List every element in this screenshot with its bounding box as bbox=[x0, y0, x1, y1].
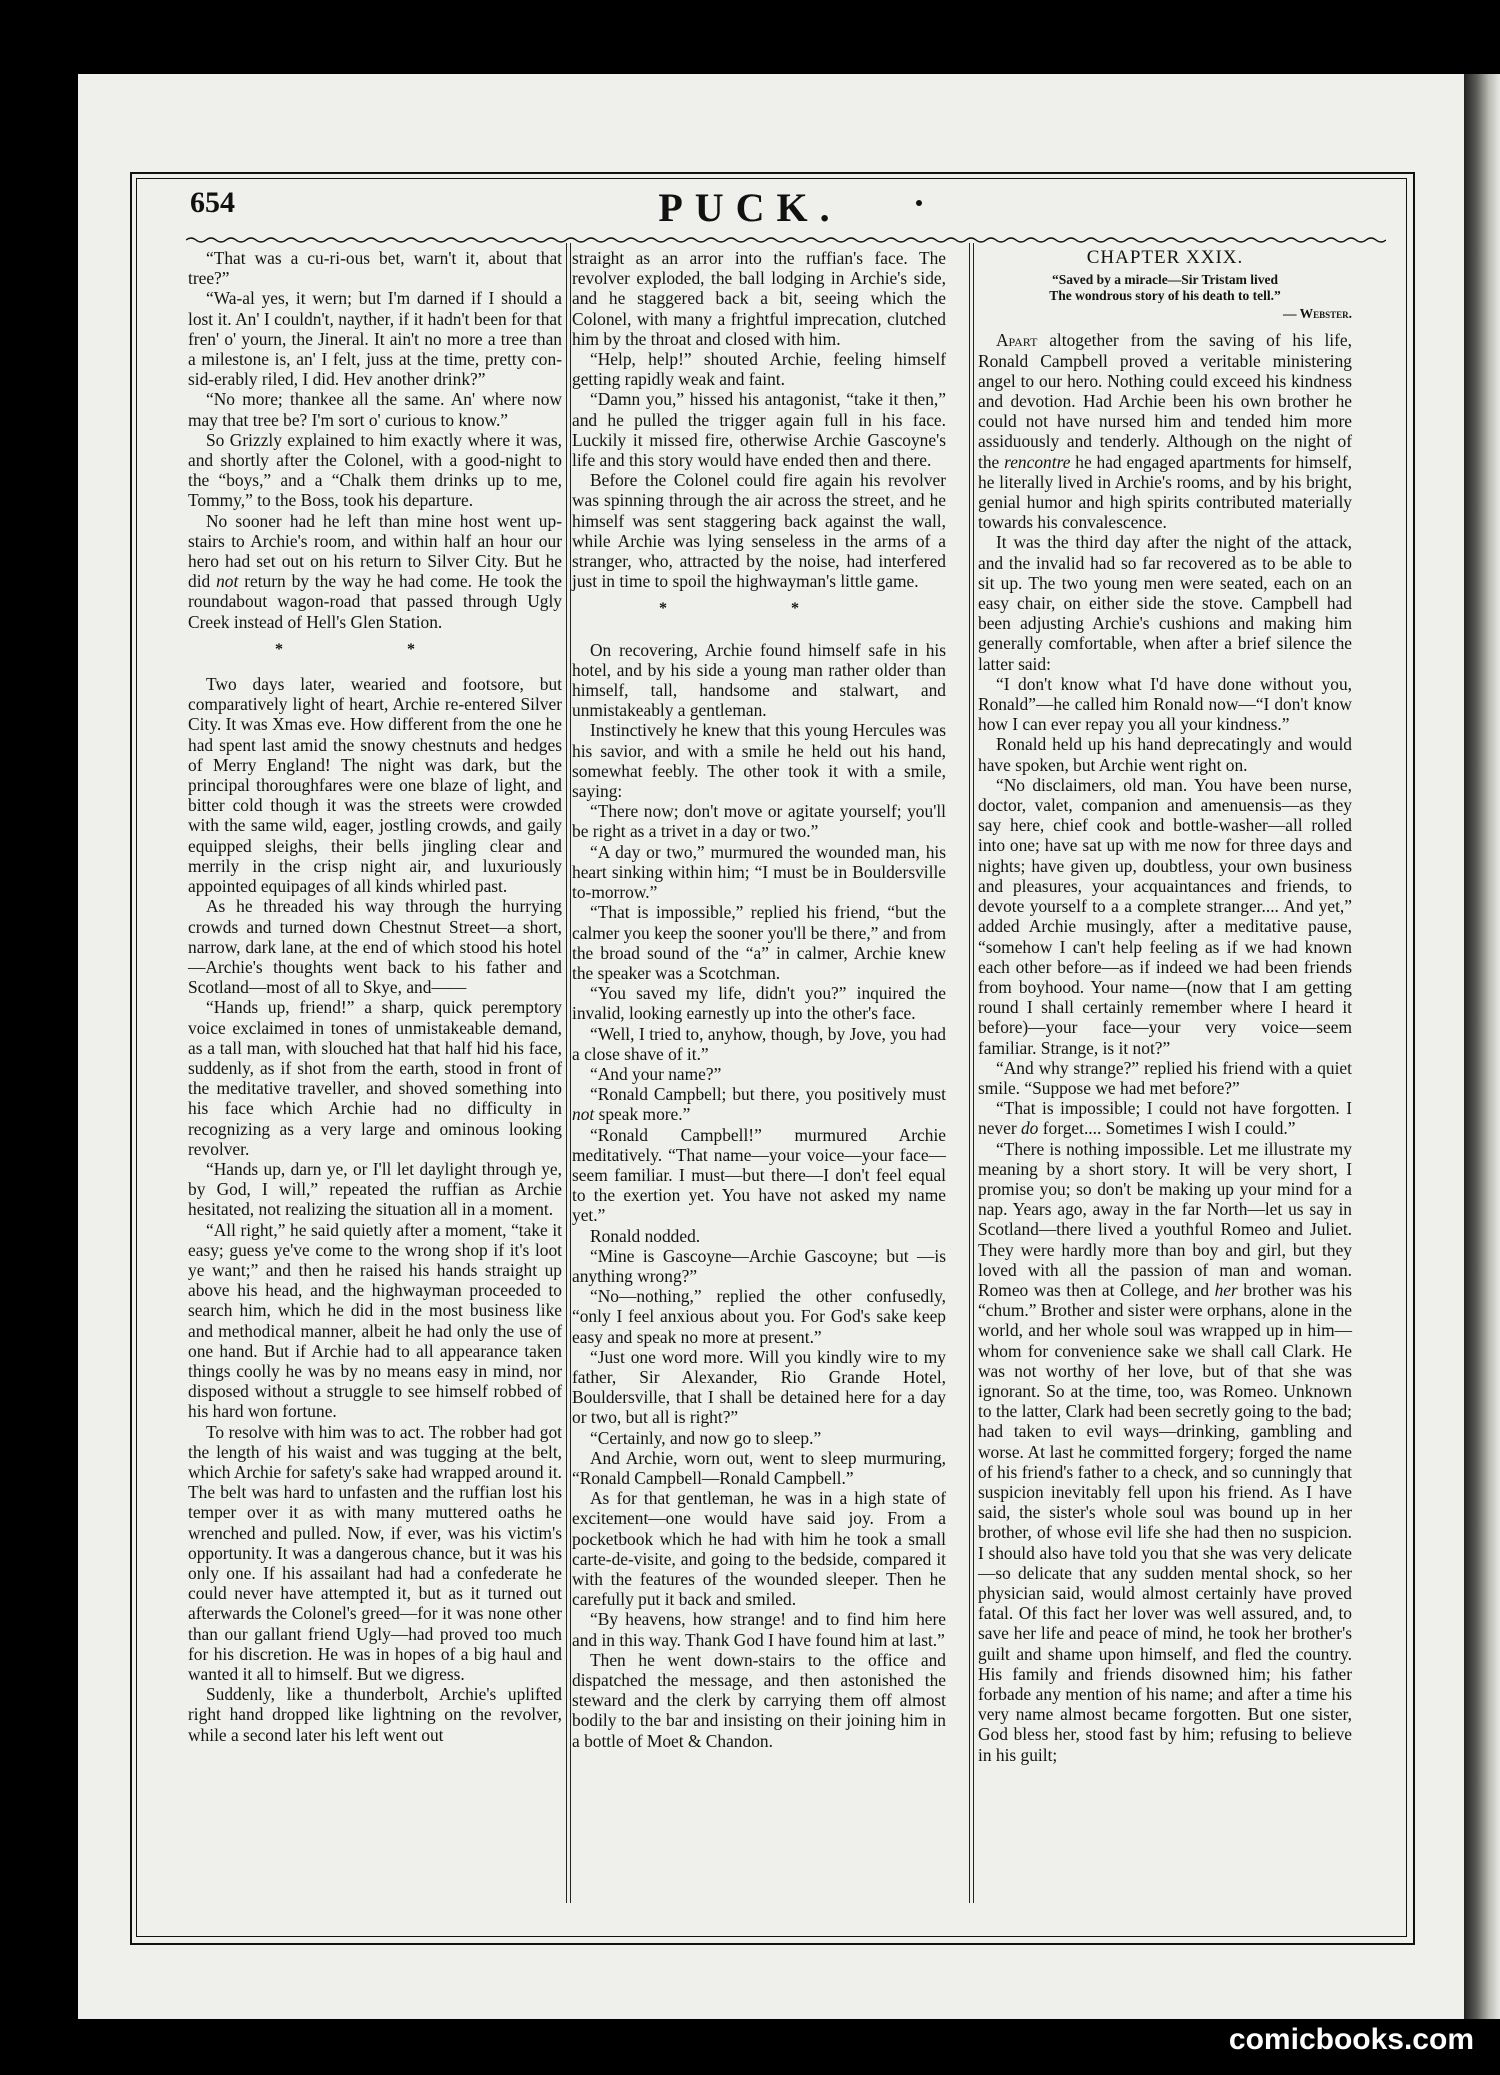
paragraph: “Hands up, darn ye, or I'll let daylight through ye, by God, I will,” repeated the ruffian as Archie hesitated, not realizing the situation all in a moment. bbox=[188, 1158, 562, 1220]
section-break-stars: * * bbox=[659, 600, 859, 618]
wavy-header-rule bbox=[186, 236, 1386, 244]
column-rule-1a bbox=[566, 243, 567, 1903]
paragraph: And Archie, worn out, went to sleep murmuring, “Ronald Campbell—Ronald Campbell.” bbox=[572, 1447, 946, 1488]
section-break-stars: * * bbox=[275, 640, 475, 658]
text-column-1 bbox=[188, 248, 562, 1745]
paragraph: On recovering, Archie found himself safe in his hotel, and by his side a young man rather older than himself, tall, handsome and stalwart, and unmistakeably a gentleman. bbox=[572, 639, 946, 721]
paragraph: “That is impossible; I could not have forgotten. I never do forget.... Sometimes I wish I could.” bbox=[978, 1098, 1352, 1139]
paragraph: “Well, I tried to, anyhow, though, by Jove, you had a close shave of it.” bbox=[572, 1023, 946, 1064]
page-number: 654 bbox=[190, 186, 235, 219]
paragraph: Ronald held up his hand deprecatingly and would have spoken, but Archie went right on. bbox=[978, 734, 1352, 775]
paragraph: “That was a cu-ri-ous bet, warn't it, about that tree?” bbox=[188, 248, 562, 289]
paragraph: “Ronald Campbell; but there, you positively must not speak more.” bbox=[572, 1084, 946, 1125]
epigraph-line-1: “Saved by a miracle—Sir Tristam lived bbox=[1051, 272, 1279, 288]
paragraph: “No more; thankee all the same. An' where now may that tree be? I'm sort o' curious to know.” bbox=[188, 389, 562, 430]
paragraph: “I don't know what I'd have done without you, Ronald”—he called him Ronald now—“I don't know how I can ever repay you all your kindness.” bbox=[978, 673, 1352, 735]
paragraph: Apart altogether from the saving of his life, Ronald Campbell proved a veritable ministering angel to our hero. Nothing could exceed his kindness and devotion. Had Archie been his own brother he could not have nursed him and tended him more assiduously and tenderly. Although on the night of the rencontre he had engaged apartments for himself, he literally lived in Archie's rooms, and by his bright, genial humor and high spirits contributed materially towards his convalescence. bbox=[978, 330, 1352, 533]
column-rule-1b bbox=[570, 243, 571, 1903]
paragraph: Two days later, wearied and footsore, but comparatively light of heart, Archie re-entered Silver City. It was Xmas eve. How different from the one he had spent last amid the snowy chestnuts and hedges of Merry England! The night was dark, but the principal thoroughfares were one blaze of light, and bitter cold though it was the streets were crowded with the same wild, eager, jostling crowds, and gaily equipped sleighs, their bells jingling clear and merrily in the crisp night air, and luxuriously appointed equipages of all kinds whirled past. bbox=[188, 674, 562, 897]
paragraph: “That is impossible,” replied his friend, “but the calmer you keep the sooner you'll be there,” and from the broad sound of the “a” in calmer, Archie knew the speaker was a Scotchman. bbox=[572, 902, 946, 983]
watermark-text: comicbooks.com bbox=[1228, 2023, 1474, 2056]
epigraph-line-2: The wondrous story of his death to tell.” bbox=[1049, 288, 1281, 304]
paragraph: “Certainly, and now go to sleep.” bbox=[590, 1427, 822, 1448]
paragraph: “Hands up, friend!” a sharp, quick peremptory voice exclaimed in tones of unmistakeable demand, as a tall man, with slouched hat that half hid his face, suddenly, as if shot from the earth, stood in front of the meditative traveller, and shoved something into his face which Archie had no difficulty in recognizing as a very large and ominous looking revolver. bbox=[188, 997, 562, 1159]
paragraph: “By heavens, how strange! and to find him here and in this way. Thank God I have found him at last.” bbox=[572, 1609, 946, 1650]
paragraph: “You saved my life, didn't you?” inquired the invalid, looking earnestly up into the other's face. bbox=[572, 983, 946, 1024]
paragraph: No sooner had he left than mine host went up-stairs to Archie's room, and within half an hour our hero had set out on his return to Silver City. But he did not return by the way he had come. He took the roundabout wagon-road that passed through Ugly Creek instead of Hell's Glen Station. bbox=[188, 510, 562, 632]
paragraph: “All right,” he said quietly after a moment, “take it easy; guess ye've come to the wrong shop if it's loot ye want;” and then he raised his hands straight up above his head, and the highwayman proceeded to search him, which he did in the most business like and methodical manner, albeit he had only the use of one hand. But if Archie had to all appearance taken things coolly he was by no means easy in mind, nor disposed without a struggle to see himself robbed of his hard won fortune. bbox=[188, 1219, 562, 1422]
column-rule-2a bbox=[969, 243, 970, 1903]
masthead-title: PUCK. bbox=[658, 185, 842, 230]
paragraph: Before the Colonel could fire again his revolver was spinning through the air across the street, and he himself was sent staggering back against the wall, while Archie was lying senseless in the arms of a stranger, who, attracted by the noise, had interfered just in time to spoil the highwayman's little game. bbox=[572, 470, 946, 592]
text-column-3 bbox=[978, 248, 1352, 1765]
paragraph: Instinctively he knew that this young Hercules was his savior, and with a smile he held out his hand, somewhat feebly. The other took it with a smile, saying: bbox=[572, 720, 946, 802]
paragraph: “No—nothing,” replied the other confusedly, “only I feel anxious about you. For God's sake keep easy and speak no more at present.” bbox=[572, 1286, 946, 1347]
paragraph: straight as an arror into the ruffian's face. The revolver exploded, the ball lodging in Archie's side, and he staggered back a bit, seeing which the Colonel, with many a frightful imprecation, clutched him by the throat and closed with him. bbox=[572, 248, 946, 349]
paragraph: “Mine is Gascoyne—Archie Gascoyne; but —is anything wrong?” bbox=[572, 1245, 946, 1286]
column-rule-2b bbox=[973, 243, 974, 1903]
text-column-2 bbox=[572, 248, 946, 1751]
paragraph: “Help, help!” shouted Archie, feeling himself getting rapidly weak and faint. bbox=[572, 349, 946, 390]
paragraph: “No disclaimers, old man. You have been nurse, doctor, valet, companion and amenuensis—as they say here, chief cook and bottle-washer—all rolled into one; have sat up with me now for three days and nights; have given up, doubtless, your own business and pleasures, your acquaintances and friends, to devote yourself to a a complete stranger.... And yet,” added Archie musingly, after a meditative pause, “somehow I can't help feeling as if we had known each other before—as if indeed we had been friends from boyhood. Your name—(now that I am getting round I shall certainly remember where I heard it before)—your face—your very voice—seem familiar. Strange, is it not?” bbox=[978, 774, 1352, 1058]
paragraph: “Damn you,” hissed his antagonist, “take it then,” and he pulled the trigger again full in his face. Luckily it missed fire, otherwise Archie Gascoyne's life and this story would have ended then and there. bbox=[572, 389, 946, 471]
epigraph-attribution: — Webster. bbox=[1282, 306, 1352, 322]
paragraph: “There now; don't move or agitate yourself; you'll be right as a trivet in a day or two.” bbox=[572, 801, 946, 842]
paragraph: “Ronald Campbell!” murmured Archie meditatively. “That name—your voice—your face—seem familiar. I must—but there—I don't feel equal to the exertion yet. You have not asked my name yet.” bbox=[572, 1124, 946, 1226]
paragraph: “A day or two,” murmured the wounded man, his heart sinking within him; “I must be in Bouldersville to-morrow.” bbox=[572, 841, 946, 903]
paragraph: So Grizzly explained to him exactly where it was, and shortly after the Colonel, with a good-night to the “boys,” and a “Chalk them drinks up to me, Tommy,” to the Boss, took his departure. bbox=[188, 429, 562, 511]
paragraph: To resolve with him was to act. The robber had got the length of his waist and was tugging at the belt, which Archie for safety's sake had wrapped around it. The belt was hard to unfasten and the ruffian lost his temper over it as with many muttered oaths he wrenched and pulled. Now, if ever, was his victim's opportunity. It was a dangerous chance, but it was his only one. If his assailant had had a confederate he could never have attempted it, but as it turned out afterwards the Colonel's greed—for it was none other than our gallant friend Ugly—had proved too much for his discretion. He was in hopes of a big haul and wanted it all to himself. But we digress. bbox=[188, 1421, 562, 1685]
paragraph: As for that gentleman, he was in a high state of excitement—one would have said joy. From a pocketbook which he had with him he took a small carte-de-visite, and going to the bedside, compared it with the features of the wounded sleeper. Then he carefully put it back and smiled. bbox=[572, 1488, 946, 1610]
chapter-heading: CHAPTER XXIX. bbox=[1086, 247, 1244, 268]
paragraph: “Wa-al yes, it wern; but I'm darned if I should a lost it. An' I couldn't, nayther, if it hadn't been for that fren' o' yourn, the Jineral. It ain't no more a tree than a milestone is, an' I felt, juss at the time, pretty con-sid-erably riled, I did. Hev another drink?” bbox=[188, 288, 562, 390]
paragraph: Ronald nodded. bbox=[590, 1225, 701, 1246]
paragraph: “And why strange?” replied his friend with a quiet smile. “Suppose we had met before?” bbox=[978, 1057, 1352, 1098]
paragraph: Suddenly, like a thunderbolt, Archie's uplifted right hand dropped like lightning on the revolver, while a second later his left went out bbox=[188, 1684, 562, 1745]
header-dot bbox=[916, 200, 922, 206]
paragraph: “There is nothing impossible. Let me illustrate my meaning by a short story. It will be very short, I promise you; so don't be making up your mind for a nap. Years ago, away in the far North—let us say in Scotland—there lived a youthful Romeo and Juliet. They were hardly more than boy and girl, but they loved with all the passion of man and woman. Romeo was then at College, and her brother was his “chum.” Brother and sister were orphans, alone in the world, and her whole soul was wrapped up in him—whom for convenience sake we shall call Clark. He was not worthy of her love, but of that she was ignorant. So at the time, too, was Romeo. Unknown to the latter, Clark had been secretly going to the bad; had taken to evil ways—drinking, gambling and worse. At last he committed forgery; forged the name of his friend's father to a check, and so cunningly that suspicion inevitably fell upon his friend. As I have said, the sister's whole soul was bound up in her brother, of whose evil life she had then no suspicion. I should also have told you that she was very delicate—so delicate that any sudden mental shock, so her physician said, would almost certainly have proved fatal. Of this fact her lover was well assured, and, to save her life and peace of mind, he took her brother's guilt and shame upon himself, and fled the country. His family and friends disowned him; his father forbade any mention of his name; and after a time his very name almost became forgotten. But one sister, God bless her, stood fast by him; refusing to believe in his guilt; bbox=[978, 1138, 1352, 1765]
paragraph: Then he went down-stairs to the office and dispatched the message, and then astonished the steward and the clerk by carrying them off almost bodily to the bar and insisting on their joining him in a bottle of Moet & Chandon. bbox=[572, 1649, 946, 1751]
book-spine-edge bbox=[1464, 74, 1500, 2019]
paragraph: “Just one word more. Will you kindly wire to my father, Sir Alexander, Rio Grande Hotel, Bouldersville, that I shall be detained here for a day or two, but all is right?” bbox=[572, 1346, 946, 1428]
paragraph: As he threaded his way through the hurrying crowds and turned down Chestnut Street—a short, narrow, dark lane, at the end of which stood his hotel—Archie's thoughts went back to his father and Scotland—most of all to Skye, and—— bbox=[188, 896, 562, 998]
paragraph: “And your name?” bbox=[590, 1063, 722, 1084]
paragraph: It was the third day after the night of the attack, and the invalid had so far recovered as to be able to sit up. The two young men were seated, each on an easy chair, on either side the stove. Campbell had been adjusting Archie's cushions and making him generally comfortable, when after a brief silence the latter said: bbox=[978, 532, 1352, 674]
